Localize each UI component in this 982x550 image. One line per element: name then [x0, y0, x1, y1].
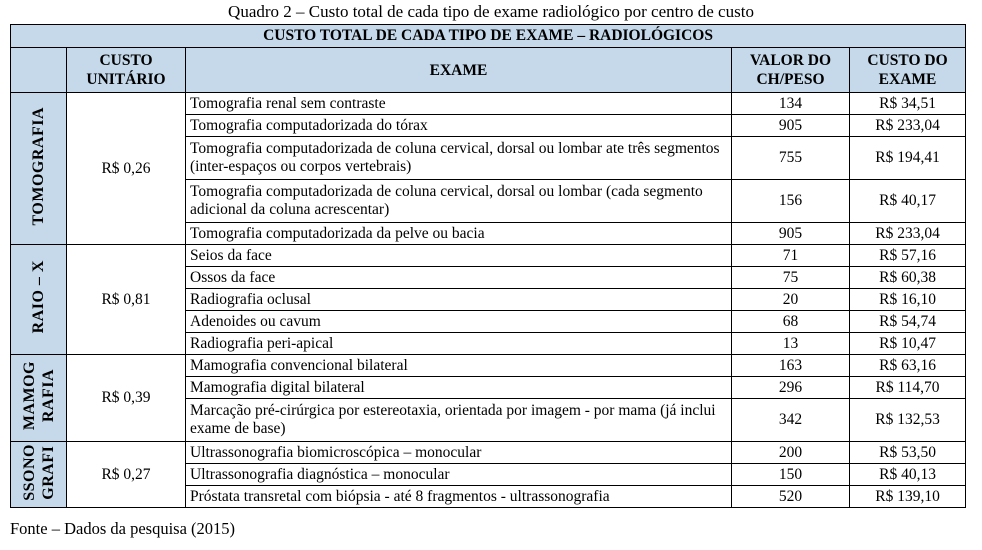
unit-cost-cell: R$ 0,39	[67, 355, 186, 442]
exam-cell: Tomografia computadorizada do tórax	[186, 115, 732, 137]
header-unit-cost: CUSTO UNITÁRIO	[67, 48, 186, 93]
value-cell: 342	[732, 399, 850, 442]
cost-cell: R$ 233,04	[850, 223, 966, 245]
category-cell-ultrassonografia: SSONO GRAFI	[11, 442, 67, 508]
value-cell: 755	[732, 137, 850, 180]
exam-cell: Ultrassonografia diagnóstica – monocular	[186, 464, 732, 486]
source-note: Fonte – Dados da pesquisa (2015)	[10, 519, 236, 538]
table-row	[11, 442, 966, 464]
cost-cell: R$ 194,41	[850, 137, 966, 180]
exam-cell: Próstata transretal com biópsia - até 8 fragmentos - ultrassonografia	[186, 486, 732, 508]
cost-cell: R$ 132,53	[850, 399, 966, 442]
table-row	[11, 355, 966, 377]
value-cell: 134	[732, 93, 850, 115]
exam-cell: Marcação pré-cirúrgica por estereotaxia, orientada por imagem - por mama (já inclui exame de base)	[186, 399, 732, 442]
header-exam: EXAME	[186, 48, 732, 93]
value-cell: 13	[732, 333, 850, 355]
header-total-cost: CUSTO DO EXAME	[850, 48, 966, 93]
value-cell: 150	[732, 464, 850, 486]
exam-cell: Adenoides ou cavum	[186, 311, 732, 333]
value-cell: 163	[732, 355, 850, 377]
cost-cell: R$ 40,17	[850, 180, 966, 223]
exam-cell: Radiografia peri-apical	[186, 333, 732, 355]
exam-cell: Ossos da face	[186, 267, 732, 289]
table-title-row	[11, 25, 966, 48]
unit-cost-cell: R$ 0,27	[67, 442, 186, 508]
exam-cell: Mamografia digital bilateral	[186, 377, 732, 399]
value-cell: 296	[732, 377, 850, 399]
value-cell: 905	[732, 223, 850, 245]
header-row	[11, 48, 966, 93]
value-cell: 200	[732, 442, 850, 464]
radiology-cost-table	[10, 24, 966, 508]
cost-cell: R$ 16,10	[850, 289, 966, 311]
table-row	[11, 245, 966, 267]
table-row	[11, 93, 966, 115]
cost-cell: R$ 63,16	[850, 355, 966, 377]
exam-cell: Tomografia computadorizada da pelve ou bacia	[186, 223, 732, 245]
table-title: CUSTO TOTAL DE CADA TIPO DE EXAME – RADIOLÓGICOS	[11, 25, 966, 48]
exam-cell: Tomografia computadorizada de coluna cervical, dorsal ou lombar (cada segmento adicional da coluna acrescentar)	[186, 180, 732, 223]
value-cell: 71	[732, 245, 850, 267]
cost-cell: R$ 233,04	[850, 115, 966, 137]
unit-cost-cell: R$ 0,81	[67, 245, 186, 355]
exam-cell: Seios da face	[186, 245, 732, 267]
exam-cell: Tomografia renal sem contraste	[186, 93, 732, 115]
header-category	[11, 48, 67, 93]
unit-cost-cell: R$ 0,26	[67, 93, 186, 245]
header-value: VALOR DO CH/PESO	[732, 48, 850, 93]
exam-cell: Tomografia computadorizada de coluna cervical, dorsal ou lombar ate três segmentos (inter-espaços ou corpos vertebrais)	[186, 137, 732, 180]
exam-cell: Mamografia convencional bilateral	[186, 355, 732, 377]
cost-cell: R$ 57,16	[850, 245, 966, 267]
table-caption: Quadro 2 – Custo total de cada tipo de exame radiológico por centro de custo	[228, 2, 754, 21]
cost-cell: R$ 53,50	[850, 442, 966, 464]
cost-cell: R$ 114,70	[850, 377, 966, 399]
category-cell-tomografia: TOMOGRAFIA	[11, 93, 67, 245]
cost-cell: R$ 139,10	[850, 486, 966, 508]
cost-cell: R$ 10,47	[850, 333, 966, 355]
exam-cell: Ultrassonografia biomicroscópica – monocular	[186, 442, 732, 464]
value-cell: 905	[732, 115, 850, 137]
value-cell: 68	[732, 311, 850, 333]
value-cell: 20	[732, 289, 850, 311]
exam-cell: Radiografia oclusal	[186, 289, 732, 311]
cost-cell: R$ 54,74	[850, 311, 966, 333]
category-cell-mamografia: MAMOG RAFIA	[11, 355, 67, 442]
category-cell-raio-x: RAIO – X	[11, 245, 67, 355]
value-cell: 75	[732, 267, 850, 289]
value-cell: 156	[732, 180, 850, 223]
cost-cell: R$ 40,13	[850, 464, 966, 486]
cost-cell: R$ 60,38	[850, 267, 966, 289]
cost-cell: R$ 34,51	[850, 93, 966, 115]
value-cell: 520	[732, 486, 850, 508]
